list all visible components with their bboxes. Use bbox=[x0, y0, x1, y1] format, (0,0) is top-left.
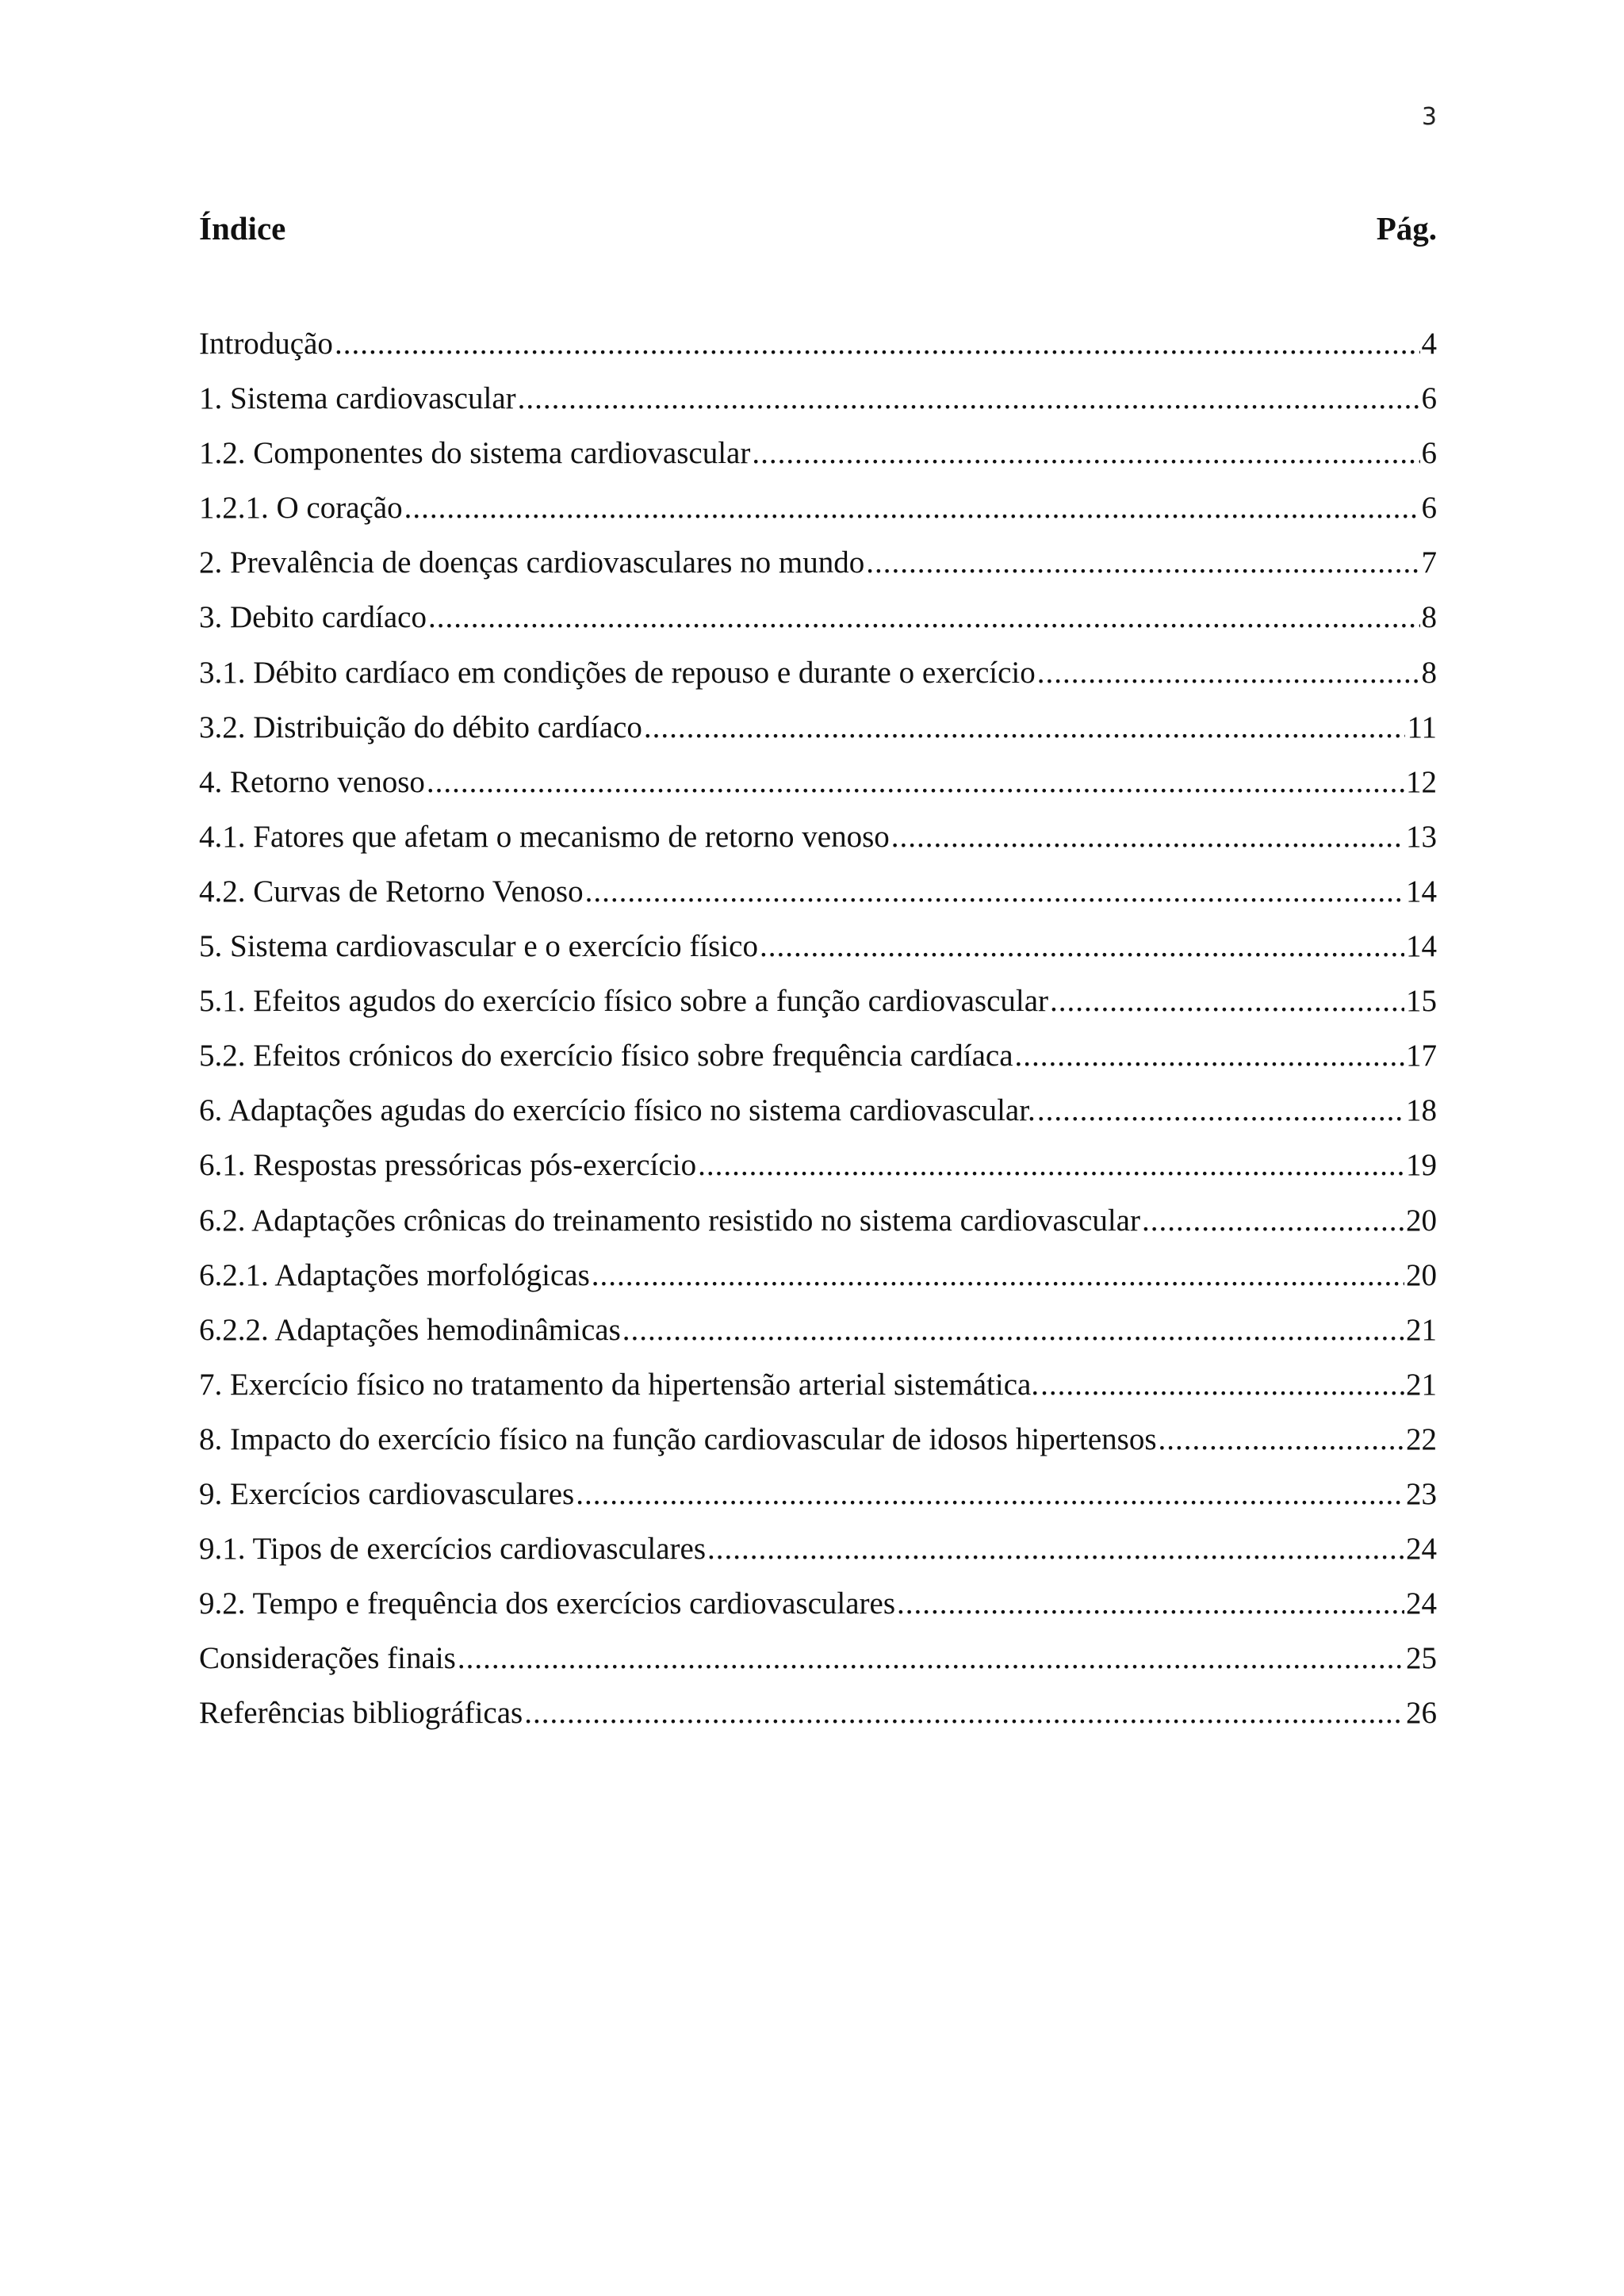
toc-entry-page: 25 bbox=[1406, 1641, 1437, 1676]
toc-entry[interactable] bbox=[199, 1145, 1437, 1200]
toc-page-label: Pág. bbox=[1376, 210, 1437, 247]
toc-entry[interactable] bbox=[199, 1419, 1437, 1474]
toc-dot-leader bbox=[1159, 1419, 1405, 1460]
toc-dot-leader bbox=[891, 817, 1404, 858]
toc-entry[interactable] bbox=[199, 1529, 1437, 1583]
toc-dot-leader bbox=[585, 871, 1404, 913]
toc-dot-leader bbox=[707, 1529, 1404, 1570]
toc-entry[interactable] bbox=[199, 1693, 1437, 1747]
toc-entry[interactable] bbox=[199, 1364, 1437, 1419]
toc-dot-leader bbox=[760, 926, 1404, 967]
toc-dot-leader bbox=[1037, 652, 1420, 694]
toc-entry-title: 6.2. Adaptações crônicas do treinamento resistido no sistema cardiovascular bbox=[199, 1203, 1140, 1238]
toc-entry-title: 2. Prevalência de doenças cardiovasculares no mundo bbox=[199, 545, 865, 580]
toc-entry[interactable] bbox=[199, 981, 1437, 1035]
toc-entry-title: 6.2.2. Adaptações hemodinâmicas bbox=[199, 1312, 621, 1347]
toc-entry[interactable] bbox=[199, 707, 1437, 762]
toc-entry[interactable] bbox=[199, 1090, 1437, 1145]
toc-dot-leader bbox=[1037, 1090, 1404, 1131]
toc-entry[interactable] bbox=[199, 597, 1437, 652]
toc-entry-title: 9. Exercícios cardiovasculares bbox=[199, 1476, 575, 1511]
toc-dot-leader bbox=[1015, 1035, 1404, 1077]
toc-entry-page: 11 bbox=[1407, 710, 1437, 744]
toc-entry-title: 5.2. Efeitos crónicos do exercício físico sobre frequência cardíaca bbox=[199, 1039, 1013, 1073]
toc-entry-page: 15 bbox=[1406, 984, 1437, 1019]
page-number: 3 bbox=[1421, 103, 1437, 131]
toc-dot-leader bbox=[518, 378, 1420, 419]
toc-entry-title: 7. Exercício físico no tratamento da hipertensão arterial sistemática. bbox=[199, 1367, 1040, 1402]
toc-entry[interactable] bbox=[199, 1255, 1437, 1310]
toc-entry-title: 3.2. Distribuição do débito cardíaco bbox=[199, 710, 642, 744]
toc-entry-page: 20 bbox=[1406, 1203, 1437, 1238]
toc-dot-leader bbox=[1040, 1364, 1404, 1406]
toc-entry[interactable] bbox=[199, 652, 1437, 707]
toc-dot-leader bbox=[592, 1255, 1404, 1296]
toc-entry-page: 23 bbox=[1406, 1476, 1437, 1511]
toc-entry-page: 8 bbox=[1421, 600, 1437, 635]
toc-entry-title: 9.1. Tipos de exercícios cardiovasculares bbox=[199, 1532, 707, 1567]
toc-entry-title: 6.2.1. Adaptações morfológicas bbox=[199, 1257, 590, 1292]
toc-dot-leader bbox=[622, 1310, 1404, 1351]
toc-entry-title: 5.1. Efeitos agudos do exercício físico sobre a função cardiovascular bbox=[199, 984, 1049, 1019]
toc-entry[interactable] bbox=[199, 871, 1437, 926]
toc-entry-title: Considerações finais bbox=[199, 1641, 456, 1676]
toc-entry-title: 4. Retorno venoso bbox=[199, 764, 425, 799]
toc-entry-page: 19 bbox=[1406, 1148, 1437, 1183]
toc-entry-page: 14 bbox=[1406, 929, 1437, 964]
toc-dot-leader bbox=[1142, 1200, 1404, 1242]
toc-header bbox=[199, 208, 1437, 249]
toc-entry-title: 1. Sistema cardiovascular bbox=[199, 381, 516, 416]
toc-entry-title: 8. Impacto do exercício físico na função cardiovascular de idosos hipertensos bbox=[199, 1422, 1157, 1456]
toc-entry-page: 6 bbox=[1421, 436, 1437, 471]
toc-entry-title: Referências bibliográficas bbox=[199, 1696, 523, 1731]
toc-list bbox=[199, 323, 1437, 1747]
toc-entry-title: 3. Debito cardíaco bbox=[199, 600, 427, 635]
toc-entry[interactable] bbox=[199, 762, 1437, 817]
toc-entry-page: 8 bbox=[1421, 655, 1437, 690]
toc-entry[interactable] bbox=[199, 488, 1437, 542]
toc-entry[interactable] bbox=[199, 1310, 1437, 1364]
toc-entry-page: 17 bbox=[1406, 1039, 1437, 1073]
toc-entry-page: 22 bbox=[1406, 1422, 1437, 1456]
toc-entry-title: 9.2. Tempo e frequência dos exercícios cardiovasculares bbox=[199, 1586, 896, 1621]
toc-dot-leader bbox=[1050, 981, 1404, 1022]
toc-dot-leader bbox=[427, 762, 1404, 803]
toc-entry-title: 4.1. Fatores que afetam o mecanismo de retorno venoso bbox=[199, 819, 890, 854]
toc-entry-title: 4.2. Curvas de Retorno Venoso bbox=[199, 874, 584, 909]
toc-entry-page: 26 bbox=[1406, 1696, 1437, 1731]
toc-entry-page: 20 bbox=[1406, 1257, 1437, 1292]
toc-entry-page: 6 bbox=[1421, 491, 1437, 526]
toc-entry-page: 13 bbox=[1406, 819, 1437, 854]
toc-entry-page: 24 bbox=[1406, 1586, 1437, 1621]
toc-entry[interactable] bbox=[199, 433, 1437, 488]
toc-entry-title: 3.1. Débito cardíaco em condições de repouso e durante o exercício bbox=[199, 655, 1036, 690]
toc-dot-leader bbox=[752, 433, 1419, 474]
toc-entry-page: 6 bbox=[1421, 381, 1437, 416]
toc-dot-leader bbox=[644, 707, 1406, 748]
toc-entry[interactable] bbox=[199, 1638, 1437, 1693]
toc-dot-leader bbox=[866, 542, 1419, 584]
toc-entry-page: 24 bbox=[1406, 1532, 1437, 1567]
toc-entry[interactable] bbox=[199, 1200, 1437, 1255]
toc-dot-leader bbox=[458, 1638, 1404, 1679]
toc-entry[interactable] bbox=[199, 542, 1437, 597]
toc-dot-leader bbox=[524, 1693, 1404, 1734]
toc-entry-title: 5. Sistema cardiovascular e o exercício físico bbox=[199, 929, 758, 964]
toc-dot-leader bbox=[428, 597, 1420, 638]
toc-entry-page: 21 bbox=[1406, 1312, 1437, 1347]
toc-dot-leader bbox=[404, 488, 1420, 529]
toc-dot-leader bbox=[335, 323, 1420, 365]
toc-entry-page: 18 bbox=[1406, 1093, 1437, 1128]
toc-entry-title: 1.2.1. O coração bbox=[199, 491, 403, 526]
toc-entry-title: 1.2. Componentes do sistema cardiovascular bbox=[199, 436, 751, 471]
toc-entry[interactable] bbox=[199, 1583, 1437, 1638]
toc-entry[interactable] bbox=[199, 926, 1437, 981]
toc-entry-page: 7 bbox=[1421, 545, 1437, 580]
toc-dot-leader bbox=[698, 1145, 1404, 1186]
toc-entry-page: 21 bbox=[1406, 1367, 1437, 1402]
toc-dot-leader bbox=[897, 1583, 1404, 1624]
toc-entry-page: 12 bbox=[1406, 764, 1437, 799]
toc-dot-leader bbox=[576, 1474, 1404, 1515]
toc-entry[interactable] bbox=[199, 1035, 1437, 1090]
toc-entry-title: 6. Adaptações agudas do exercício físico no sistema cardiovascular. bbox=[199, 1093, 1036, 1128]
toc-entry[interactable] bbox=[199, 817, 1437, 871]
toc-entry-page: 4 bbox=[1421, 327, 1437, 361]
toc-entry[interactable] bbox=[199, 323, 1437, 378]
toc-entry[interactable] bbox=[199, 378, 1437, 433]
toc-entry-title: 6.1. Respostas pressóricas pós-exercício bbox=[199, 1148, 697, 1183]
toc-entry[interactable] bbox=[199, 1474, 1437, 1529]
toc-entry-page: 14 bbox=[1406, 874, 1437, 909]
toc-entry-title: Introdução bbox=[199, 327, 333, 361]
toc-title: Índice bbox=[199, 210, 286, 247]
